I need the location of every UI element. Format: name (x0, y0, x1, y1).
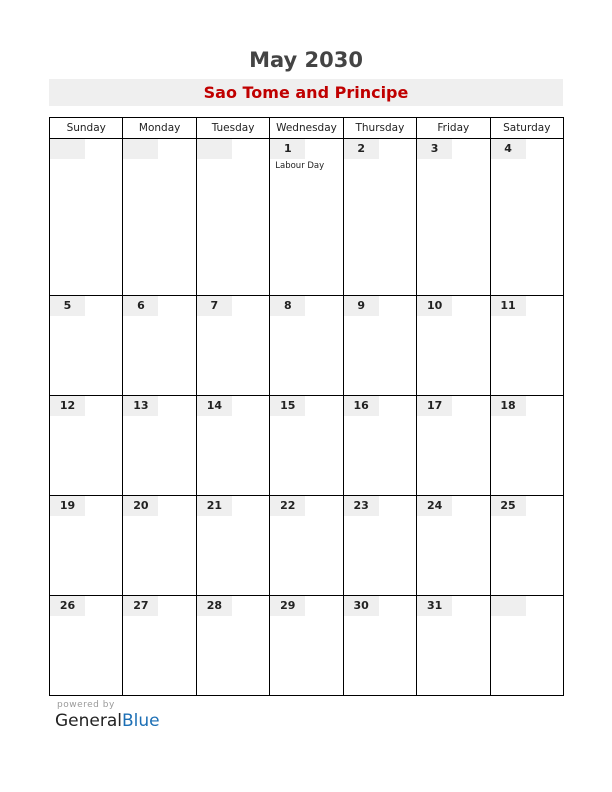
weekday-header: Sunday (50, 118, 123, 139)
day-number: 20 (123, 496, 158, 516)
day-cell (50, 139, 123, 296)
day-number: 1 (270, 139, 305, 159)
day-number: 13 (123, 396, 158, 416)
day-cell (490, 139, 563, 296)
week-row (50, 139, 564, 296)
week-row (50, 296, 564, 396)
day-number: 24 (417, 496, 452, 516)
day-number: 22 (270, 496, 305, 516)
day-number: 28 (197, 596, 232, 616)
day-cell (123, 396, 196, 496)
day-cell (417, 596, 490, 696)
day-cell (270, 139, 343, 296)
day-cell (196, 296, 269, 396)
day-number (197, 139, 232, 159)
weekday-header-row (50, 118, 564, 139)
day-number: 14 (197, 396, 232, 416)
day-number: 15 (270, 396, 305, 416)
country-banner (49, 79, 563, 106)
day-number: 6 (123, 296, 158, 316)
day-number: 12 (50, 396, 85, 416)
country-name: Sao Tome and Principe (203, 83, 409, 102)
weekday-header: Tuesday (196, 118, 269, 139)
day-cell (196, 396, 269, 496)
day-number (50, 139, 85, 159)
day-cell (196, 596, 269, 696)
day-number (491, 596, 526, 616)
day-number (123, 139, 158, 159)
calendar-grid (49, 117, 564, 696)
day-number: 18 (491, 396, 526, 416)
day-cell (343, 296, 416, 396)
day-number: 16 (344, 396, 379, 416)
powered-by-text: powered by (57, 700, 115, 710)
day-number: 27 (123, 596, 158, 616)
day-cell (343, 396, 416, 496)
weekday-header: Thursday (343, 118, 416, 139)
day-cell (123, 496, 196, 596)
day-number: 31 (417, 596, 452, 616)
day-cell (490, 596, 563, 696)
day-cell (343, 139, 416, 296)
day-cell (343, 496, 416, 596)
day-number: 9 (344, 296, 379, 316)
day-cell (123, 596, 196, 696)
brand-general-text: General (55, 711, 122, 731)
day-cell (50, 296, 123, 396)
week-row (50, 396, 564, 496)
calendar-title: May 2030 (249, 48, 363, 72)
day-cell (490, 396, 563, 496)
day-cell (343, 596, 416, 696)
day-number: 8 (270, 296, 305, 316)
weekday-header: Monday (123, 118, 196, 139)
day-cell (270, 396, 343, 496)
week-row (50, 596, 564, 696)
weekday-header: Saturday (490, 118, 563, 139)
day-cell (196, 496, 269, 596)
day-cell (417, 496, 490, 596)
day-number: 17 (417, 396, 452, 416)
day-number: 29 (270, 596, 305, 616)
brand-blue-text: Blue (122, 711, 160, 731)
day-cell (417, 139, 490, 296)
day-number: 30 (344, 596, 379, 616)
day-number: 7 (197, 296, 232, 316)
day-cell (490, 296, 563, 396)
day-cell (270, 296, 343, 396)
day-number: 10 (417, 296, 452, 316)
day-cell (196, 139, 269, 296)
day-cell (417, 396, 490, 496)
day-cell (50, 596, 123, 696)
day-number: 26 (50, 596, 85, 616)
day-cell (270, 596, 343, 696)
day-number: 11 (491, 296, 526, 316)
day-cell (270, 496, 343, 596)
weekday-header: Friday (417, 118, 490, 139)
day-cell (50, 396, 123, 496)
day-cell (123, 296, 196, 396)
day-cell (490, 496, 563, 596)
holiday-label: Labour Day (275, 161, 325, 171)
day-number: 23 (344, 496, 379, 516)
day-cell (50, 496, 123, 596)
generalblue-logo[interactable] (55, 711, 160, 731)
day-number: 25 (491, 496, 526, 516)
day-number: 3 (417, 139, 452, 159)
weekday-header: Wednesday (270, 118, 343, 139)
day-cell (417, 296, 490, 396)
day-cell (123, 139, 196, 296)
day-number: 19 (50, 496, 85, 516)
day-number: 5 (50, 296, 85, 316)
day-number: 2 (344, 139, 379, 159)
day-number: 4 (491, 139, 526, 159)
day-number: 21 (197, 496, 232, 516)
week-row (50, 496, 564, 596)
